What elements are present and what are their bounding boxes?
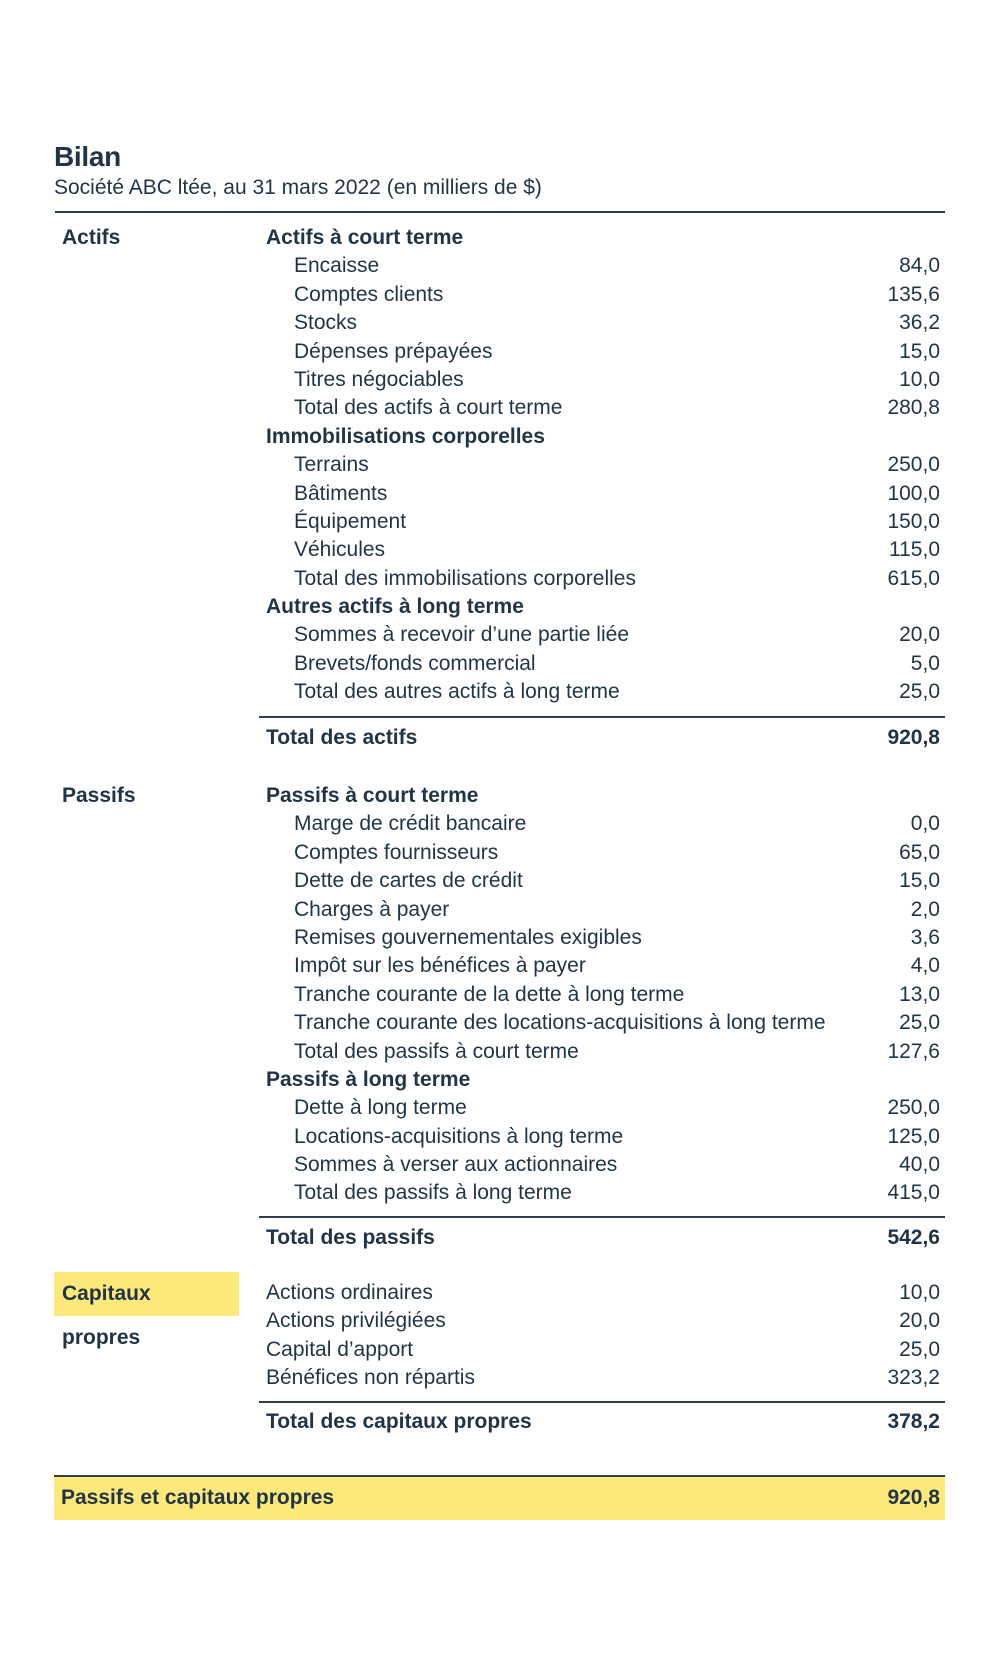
line-item-value: 25,0 [899,1011,940,1035]
page-title: Bilan [54,141,121,172]
line-item [266,981,940,1009]
section-label-passifs: Passifs [62,784,136,807]
line-item-label: Marge de crédit bancaire [294,812,527,836]
line-item [266,867,940,895]
line-item [266,839,940,867]
line-item-value: 615,0 [887,566,940,590]
line-item [266,1123,940,1151]
line-item-label: Tranche courante de la dette à long terme [294,982,685,1006]
group-heading [266,224,940,252]
line-item-label: Total des passifs à court terme [294,1039,579,1063]
line-item [266,650,940,678]
line-item [266,451,940,479]
line-item-value: 84,0 [899,254,940,278]
grand-total-label: Passifs et capitaux propres [61,1486,335,1509]
line-item-label: Titres négociables [294,367,464,391]
line-item-label: Comptes clients [294,282,444,306]
line-item-label: Impôt sur les bénéfices à payer [294,954,586,978]
line-item [266,1094,940,1122]
line-item-value: 250,0 [887,1096,940,1120]
line-item-value: 150,0 [887,509,940,533]
line-item-label: Actions ordinaires [266,1281,433,1304]
line-item-value: 2,0 [910,897,940,921]
line-item-value: 0,0 [910,812,940,836]
page-subtitle: Société ABC ltée, au 31 mars 2022 (en milliers de $) [54,176,542,199]
group-heading-label: Actifs à court terme [266,226,464,249]
total-capitaux-value: 378,2 [887,1410,940,1433]
line-item [266,1179,940,1207]
line-item-value: 20,0 [899,623,940,647]
line-item-label: Brevets/fonds commercial [294,651,536,675]
line-item-value: 36,2 [899,311,940,335]
line-item-label: Sommes à verser aux actionnaires [294,1153,618,1177]
line-item-label: Dette de cartes de crédit [294,869,523,893]
header-divider [55,211,945,213]
line-item-label: Sommes à recevoir d’une partie liée [294,623,629,647]
line-item-value: 25,0 [899,1337,940,1361]
line-item [266,1307,940,1335]
line-item-value: 4,0 [910,954,940,978]
line-item-value: 100,0 [887,481,940,505]
line-item-value: 323,2 [887,1366,940,1390]
total-actifs-label: Total des actifs [266,726,418,749]
group-heading [266,782,940,810]
line-item-label: Capital d’apport [266,1337,414,1361]
line-item [266,1279,940,1307]
actifs-rows [266,224,940,707]
line-item-label: Total des passifs à long terme [294,1181,572,1205]
line-item [266,480,940,508]
line-item-label: Bâtiments [294,481,388,505]
capitaux-total-divider [259,1401,945,1403]
passifs-total-divider [259,1216,945,1218]
capitaux-rows [266,1279,940,1393]
line-item-label: Bénéfices non répartis [266,1366,475,1390]
line-item [266,338,940,366]
line-item [266,952,940,980]
line-item [266,309,940,337]
line-item-label: Encaisse [294,254,380,278]
line-item [266,896,940,924]
line-item-label: Équipement [294,509,407,533]
line-item-value: 10,0 [899,1281,940,1304]
total-capitaux-row [266,1407,940,1437]
line-item-label: Dette à long terme [294,1096,467,1120]
total-actifs-row [266,723,940,753]
line-item-label: Total des autres actifs à long terme [294,680,620,704]
line-item-value: 65,0 [899,840,940,864]
line-item [266,508,940,536]
line-item [266,1364,940,1392]
line-item [266,621,940,649]
line-item [266,252,940,280]
line-item-label: Comptes fournisseurs [294,840,499,864]
line-item-label: Charges à payer [294,897,450,921]
group-heading [266,1066,940,1094]
line-item-label: Total des actifs à court terme [294,396,563,420]
line-item [266,924,940,952]
line-item-label: Remises gouvernementales exigibles [294,925,642,949]
line-item-value: 5,0 [910,651,940,675]
group-heading-label: Passifs à court terme [266,784,479,807]
line-item [266,810,940,838]
total-passifs-label: Total des passifs [266,1226,435,1249]
total-actifs-value: 920,8 [887,726,940,749]
line-item [266,565,940,593]
section-label-capitaux-propres: Capitaux propres [54,1272,239,1316]
line-item-value: 20,0 [899,1309,940,1333]
group-heading-label: Immobilisations corporelles [266,424,545,448]
line-item-label: Dépenses prépayées [294,339,493,363]
line-item-value: 125,0 [887,1124,940,1148]
line-item-value: 3,6 [910,925,940,949]
line-item-value: 115,0 [889,538,940,562]
line-item-value: 13,0 [899,982,940,1006]
passifs-rows [266,782,940,1208]
line-item-label: Véhicules [294,538,386,562]
line-item-value: 15,0 [899,339,940,363]
line-item-value: 127,6 [887,1039,940,1063]
total-passifs-value: 542,6 [887,1226,940,1249]
line-item-label: Terrains [294,453,369,477]
line-item-label: Total des immobilisations corporelles [294,566,636,590]
line-item [266,536,940,564]
line-item [266,281,940,309]
line-item-value: 25,0 [899,680,940,704]
line-item [266,1336,940,1364]
line-item-value: 40,0 [899,1153,940,1177]
line-item [266,678,940,706]
line-item [266,1009,940,1037]
grand-total-band [54,1475,945,1520]
line-item [266,366,940,394]
line-item-label: Actions privilégiées [266,1309,446,1333]
group-heading-label: Autres actifs à long terme [266,595,524,619]
grand-total-value: 920,8 [887,1486,940,1509]
line-item [266,1151,940,1179]
total-passifs-row [266,1223,940,1253]
line-item [266,1038,940,1066]
line-item-value: 280,8 [887,396,940,420]
line-item-value: 415,0 [887,1181,940,1205]
group-heading [266,423,940,451]
total-capitaux-label: Total des capitaux propres [266,1410,532,1433]
line-item [266,394,940,422]
line-item-value: 15,0 [899,869,940,893]
line-item-value: 135,6 [887,282,940,306]
section-label-actifs: Actifs [62,226,121,249]
line-item-value: 250,0 [887,453,940,477]
line-item-label: Stocks [294,311,358,335]
line-item-value: 10,0 [899,367,940,391]
actifs-total-divider [259,716,945,718]
line-item-label: Locations-acquisitions à long terme [294,1124,624,1148]
group-heading-label: Passifs à long terme [266,1067,471,1091]
group-heading [266,593,940,621]
line-item-label: Tranche courante des locations-acquisitions à long terme [294,1011,826,1035]
